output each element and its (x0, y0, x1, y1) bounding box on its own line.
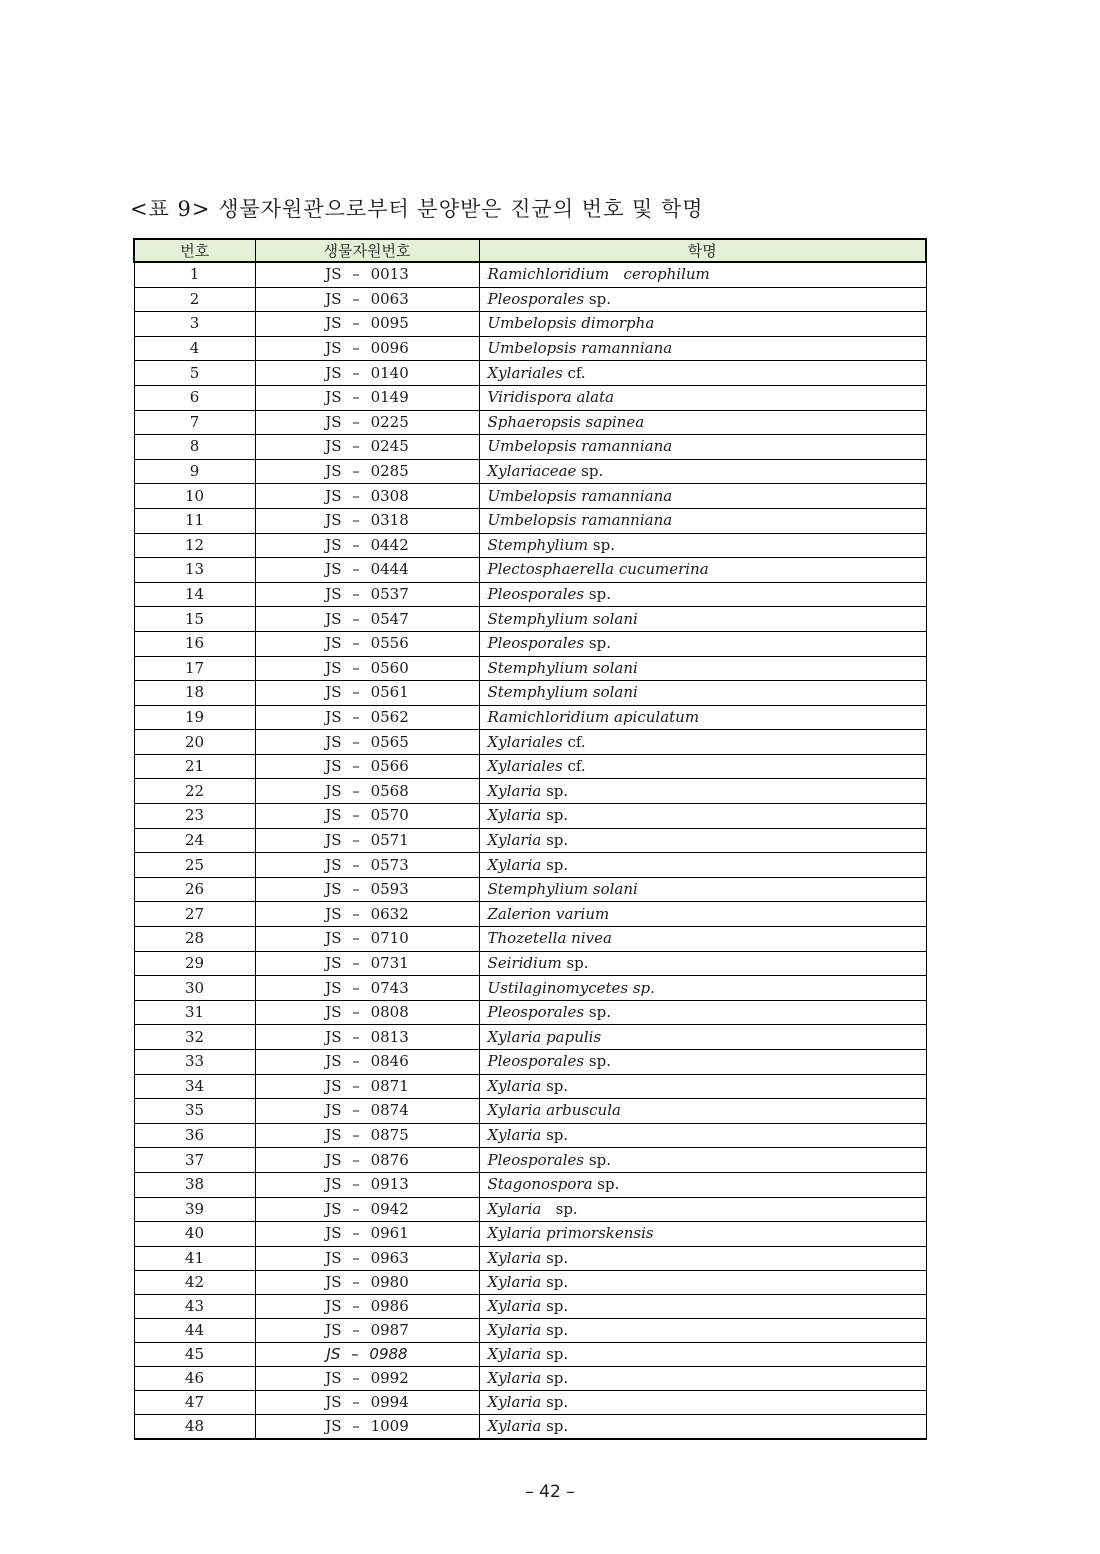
row-number: 10 (134, 484, 255, 509)
name-suffix: sp. (584, 634, 611, 653)
table-row (134, 1000, 926, 1025)
row-number: 24 (134, 828, 255, 853)
row-number: 20 (134, 730, 255, 755)
genus-name: Xylaria (487, 1320, 542, 1339)
genus-name: Pleosporales (487, 289, 585, 308)
genus-name: Thozetella nivea (487, 929, 612, 948)
table-row (134, 1050, 926, 1075)
resource-code: JS – 0149 (255, 385, 479, 410)
table-row (134, 312, 926, 337)
table-row (134, 1074, 926, 1099)
genus-name: Xylaria (487, 855, 542, 874)
table-row (134, 1025, 926, 1050)
genus-name: Plectosphaerella cucumerina (487, 560, 709, 579)
resource-code: JS – 0988 (255, 1342, 479, 1366)
genus-name: Pleosporales (487, 1003, 585, 1022)
table-row (134, 1246, 926, 1270)
scientific-name (479, 804, 926, 829)
row-number: 31 (134, 1000, 255, 1025)
resource-code: JS – 0987 (255, 1318, 479, 1342)
table-row (134, 484, 926, 509)
genus-name: Xylaria (487, 1126, 542, 1145)
table-row (134, 1318, 926, 1342)
row-number: 21 (134, 754, 255, 779)
scientific-name (479, 1050, 926, 1075)
row-number: 17 (134, 656, 255, 681)
table-row (134, 459, 926, 484)
resource-code: JS – 0808 (255, 1000, 479, 1025)
genus-name: Xylaria (487, 1076, 542, 1095)
row-number: 9 (134, 459, 255, 484)
name-suffix: sp. (541, 1416, 569, 1435)
scientific-name (479, 705, 926, 730)
scientific-name (479, 361, 926, 386)
name-suffix: sp. (592, 1175, 620, 1194)
resource-code: JS – 0571 (255, 828, 479, 853)
genus-name: Xylaria (487, 806, 542, 825)
name-suffix: sp. (541, 1320, 569, 1339)
scientific-name (479, 558, 926, 583)
row-number: 44 (134, 1318, 255, 1342)
scientific-name (479, 484, 926, 509)
name-suffix: sp. (541, 1296, 569, 1315)
row-number: 46 (134, 1366, 255, 1390)
resource-code: JS – 0992 (255, 1366, 479, 1390)
row-number: 19 (134, 705, 255, 730)
scientific-name (479, 631, 926, 656)
scientific-name (479, 754, 926, 779)
resource-code: JS – 0994 (255, 1390, 479, 1414)
genus-name: Xylaria (487, 1416, 542, 1435)
row-number: 16 (134, 631, 255, 656)
genus-name: Umbelopsis ramanniana (487, 437, 673, 456)
resource-code: JS – 0225 (255, 410, 479, 435)
resource-code: JS – 0875 (255, 1123, 479, 1148)
name-suffix: sp. (584, 585, 611, 604)
scientific-name (479, 1074, 926, 1099)
scientific-name (479, 656, 926, 681)
row-number: 6 (134, 385, 255, 410)
row-number: 32 (134, 1025, 255, 1050)
genus-name: Pleosporales (487, 1052, 585, 1071)
header-scientific-name: 학명 (479, 239, 926, 262)
table-row (134, 804, 926, 829)
table-row (134, 582, 926, 607)
resource-code: JS – 0876 (255, 1148, 479, 1173)
genus-name: Zalerion varium (487, 904, 610, 923)
scientific-name (479, 1197, 926, 1222)
scientific-name (479, 828, 926, 853)
scientific-name (479, 385, 926, 410)
scientific-name (479, 1123, 926, 1148)
resource-code: JS – 0710 (255, 927, 479, 952)
resource-code: JS – 0566 (255, 754, 479, 779)
resource-code: JS – 0556 (255, 631, 479, 656)
genus-name: Xylaria (487, 1392, 542, 1411)
genus-name: Xylaria (487, 830, 542, 849)
scientific-name (479, 779, 926, 804)
table-row (134, 1222, 926, 1247)
table-row (134, 681, 926, 706)
table-row (134, 410, 926, 435)
scientific-name (479, 1099, 926, 1124)
table-row (134, 1197, 926, 1222)
scientific-name (479, 1000, 926, 1025)
scientific-name (479, 1294, 926, 1318)
genus-name: Ramichloridium apiculatum (487, 707, 700, 726)
resource-code: JS – 0063 (255, 287, 479, 312)
genus-name: Xylariales (487, 757, 563, 776)
row-number: 34 (134, 1074, 255, 1099)
resource-code: JS – 0980 (255, 1270, 479, 1294)
row-number: 39 (134, 1197, 255, 1222)
resource-code: JS – 0986 (255, 1294, 479, 1318)
table-row (134, 336, 926, 361)
resource-code: JS – 0942 (255, 1197, 479, 1222)
table-row (134, 779, 926, 804)
resource-code: JS – 0140 (255, 361, 479, 386)
resource-code: JS – 0874 (255, 1099, 479, 1124)
row-number: 13 (134, 558, 255, 583)
scientific-name (479, 1342, 926, 1366)
table-row (134, 533, 926, 558)
resource-code: JS – 0913 (255, 1172, 479, 1197)
genus-name: Xylaria papulis (487, 1027, 602, 1046)
scientific-name (479, 902, 926, 927)
row-number: 23 (134, 804, 255, 829)
scientific-name (479, 582, 926, 607)
table-row (134, 508, 926, 533)
table-row (134, 1294, 926, 1318)
row-number: 14 (134, 582, 255, 607)
genus-name: Pleosporales (487, 1150, 585, 1169)
resource-code: JS – 0573 (255, 853, 479, 878)
row-number: 45 (134, 1342, 255, 1366)
scientific-name (479, 1222, 926, 1247)
name-suffix: sp. (541, 1199, 578, 1218)
resource-code: JS – 0013 (255, 262, 479, 287)
row-number: 38 (134, 1172, 255, 1197)
table-row (134, 1148, 926, 1173)
scientific-name (479, 312, 926, 337)
name-suffix: sp. (584, 289, 611, 308)
resource-code: JS – 0813 (255, 1025, 479, 1050)
name-suffix: sp. (584, 1150, 611, 1169)
row-number: 33 (134, 1050, 255, 1075)
table-row (134, 435, 926, 460)
table-row (134, 976, 926, 1001)
table-row (134, 1342, 926, 1366)
scientific-name (479, 681, 926, 706)
resource-code: JS – 0444 (255, 558, 479, 583)
scientific-name (479, 1270, 926, 1294)
row-number: 1 (134, 262, 255, 287)
table-row (134, 1366, 926, 1390)
genus-name: Stemphylium solani (487, 609, 638, 628)
name-suffix: sp. (541, 1076, 569, 1095)
genus-name: Xylaria (487, 1344, 542, 1363)
genus-name: Stemphylium solani (487, 658, 638, 677)
resource-code: JS – 0561 (255, 681, 479, 706)
resource-code: JS – 0731 (255, 951, 479, 976)
genus-name: Xylaria (487, 1248, 542, 1267)
resource-code: JS – 0961 (255, 1222, 479, 1247)
name-suffix: sp. (541, 1248, 569, 1267)
resource-code: JS – 0537 (255, 582, 479, 607)
table-row (134, 902, 926, 927)
scientific-name (479, 1390, 926, 1414)
genus-name: Umbelopsis ramanniana (487, 486, 673, 505)
table-row (134, 730, 926, 755)
name-suffix: cf. (562, 732, 586, 751)
table-header-row (134, 239, 926, 262)
table-row (134, 558, 926, 583)
scientific-name (479, 336, 926, 361)
row-number: 28 (134, 927, 255, 952)
row-number: 43 (134, 1294, 255, 1318)
resource-code: JS – 0743 (255, 976, 479, 1001)
resource-code: JS – 0095 (255, 312, 479, 337)
resource-code: JS – 0096 (255, 336, 479, 361)
genus-name: Umbelopsis ramanniana (487, 339, 673, 358)
table-row (134, 287, 926, 312)
row-number: 36 (134, 1123, 255, 1148)
row-number: 2 (134, 287, 255, 312)
scientific-name (479, 1246, 926, 1270)
row-number: 40 (134, 1222, 255, 1247)
scientific-name (479, 435, 926, 460)
row-number: 29 (134, 951, 255, 976)
table-row (134, 1390, 926, 1414)
resource-code: JS – 0442 (255, 533, 479, 558)
name-suffix: sp. (541, 781, 569, 800)
row-number: 8 (134, 435, 255, 460)
name-suffix: sp. (584, 1003, 611, 1022)
table-row (134, 656, 926, 681)
scientific-name (479, 262, 926, 287)
table-row (134, 1414, 926, 1439)
scientific-name (479, 1318, 926, 1342)
table-row (134, 705, 926, 730)
scientific-name (479, 976, 926, 1001)
table-row (134, 1099, 926, 1124)
name-suffix: sp. (541, 1126, 569, 1145)
scientific-name (479, 1025, 926, 1050)
genus-name: Xylariaceae (487, 462, 577, 481)
genus-name: Pleosporales (487, 634, 585, 653)
row-number: 22 (134, 779, 255, 804)
scientific-name (479, 730, 926, 755)
resource-code: JS – 0568 (255, 779, 479, 804)
table-row (134, 361, 926, 386)
row-number: 41 (134, 1246, 255, 1270)
genus-name: Seiridium (487, 953, 562, 972)
genus-name: Stagonospora (487, 1175, 593, 1194)
resource-code: JS – 1009 (255, 1414, 479, 1439)
row-number: 4 (134, 336, 255, 361)
row-number: 26 (134, 877, 255, 902)
row-number: 5 (134, 361, 255, 386)
name-suffix: sp. (541, 855, 569, 874)
genus-name: Umbelopsis ramanniana (487, 511, 673, 530)
name-suffix: sp. (541, 806, 569, 825)
name-suffix: sp. (584, 1052, 611, 1071)
genus-name: Xylaria arbuscula (487, 1101, 621, 1120)
table-row (134, 927, 926, 952)
name-suffix: sp. (576, 462, 604, 481)
scientific-name (479, 287, 926, 312)
genus-name: Xylaria (487, 1368, 542, 1387)
row-number: 48 (134, 1414, 255, 1439)
genus-name: Stemphylium solani (487, 880, 638, 899)
genus-name: Xylaria primorskensis (487, 1224, 654, 1243)
resource-code: JS – 0570 (255, 804, 479, 829)
genus-name: Xylaria (487, 1272, 542, 1291)
table-row (134, 828, 926, 853)
genus-name: Sphaeropsis sapinea (487, 412, 645, 431)
table-row (134, 754, 926, 779)
genus-name: Umbelopsis dimorpha (487, 314, 655, 333)
genus-name: Xylariales (487, 732, 563, 751)
resource-code: JS – 0846 (255, 1050, 479, 1075)
page-number: – 42 – (525, 1482, 575, 1502)
scientific-name (479, 459, 926, 484)
resource-code: JS – 0245 (255, 435, 479, 460)
table-row (134, 631, 926, 656)
scientific-name (479, 853, 926, 878)
genus-name: Viridispora alata (487, 388, 615, 407)
genus-name: Xylaria (487, 1199, 542, 1218)
scientific-name (479, 410, 926, 435)
resource-code: JS – 0871 (255, 1074, 479, 1099)
name-suffix: cf. (562, 363, 586, 382)
row-number: 30 (134, 976, 255, 1001)
genus-name: Ustilaginomycetes sp. (487, 978, 655, 997)
name-suffix: cf. (562, 757, 586, 776)
name-suffix: sp. (541, 1272, 569, 1291)
genus-name: Pleosporales (487, 585, 585, 604)
row-number: 7 (134, 410, 255, 435)
table-row (134, 877, 926, 902)
resource-code: JS – 0547 (255, 607, 479, 632)
scientific-name (479, 607, 926, 632)
scientific-name (479, 877, 926, 902)
row-number: 15 (134, 607, 255, 632)
resource-code: JS – 0560 (255, 656, 479, 681)
resource-code: JS – 0562 (255, 705, 479, 730)
scientific-name (479, 1172, 926, 1197)
row-number: 12 (134, 533, 255, 558)
scientific-name (479, 927, 926, 952)
name-suffix: sp. (541, 1368, 569, 1387)
row-number: 37 (134, 1148, 255, 1173)
row-number: 42 (134, 1270, 255, 1294)
table-row (134, 1172, 926, 1197)
scientific-name (479, 1414, 926, 1439)
species-table (133, 238, 927, 1440)
table-row (134, 1270, 926, 1294)
genus-name: Ramichloridium cerophilum (487, 265, 710, 284)
genus-name: Xylaria (487, 1296, 542, 1315)
resource-code: JS – 0285 (255, 459, 479, 484)
row-number: 18 (134, 681, 255, 706)
scientific-name (479, 508, 926, 533)
table-row (134, 607, 926, 632)
genus-name: Stemphylium (487, 535, 589, 554)
row-number: 27 (134, 902, 255, 927)
scientific-name (479, 533, 926, 558)
resource-code: JS – 0565 (255, 730, 479, 755)
name-suffix: sp. (588, 535, 615, 554)
row-number: 3 (134, 312, 255, 337)
resource-code: JS – 0632 (255, 902, 479, 927)
table-caption: <표 9> 생물자원관으로부터 분양받은 진균의 번호 및 학명 (130, 197, 704, 221)
resource-code: JS – 0593 (255, 877, 479, 902)
header-number: 번호 (134, 239, 255, 262)
name-suffix: sp. (541, 1392, 569, 1411)
resource-code: JS – 0963 (255, 1246, 479, 1270)
table-row (134, 853, 926, 878)
resource-code: JS – 0318 (255, 508, 479, 533)
name-suffix: sp. (541, 830, 569, 849)
genus-name: Stemphylium solani (487, 683, 638, 702)
table-row (134, 951, 926, 976)
row-number: 25 (134, 853, 255, 878)
genus-name: Xylariales (487, 363, 563, 382)
resource-code: JS – 0308 (255, 484, 479, 509)
name-suffix: sp. (561, 953, 589, 972)
name-suffix: sp. (541, 1344, 569, 1363)
genus-name: Xylaria (487, 781, 542, 800)
table-row (134, 262, 926, 287)
row-number: 47 (134, 1390, 255, 1414)
scientific-name (479, 951, 926, 976)
row-number: 35 (134, 1099, 255, 1124)
row-number: 11 (134, 508, 255, 533)
table-row (134, 385, 926, 410)
scientific-name (479, 1366, 926, 1390)
scientific-name (479, 1148, 926, 1173)
header-resource-code: 생물자원번호 (255, 239, 479, 262)
table-row (134, 1123, 926, 1148)
